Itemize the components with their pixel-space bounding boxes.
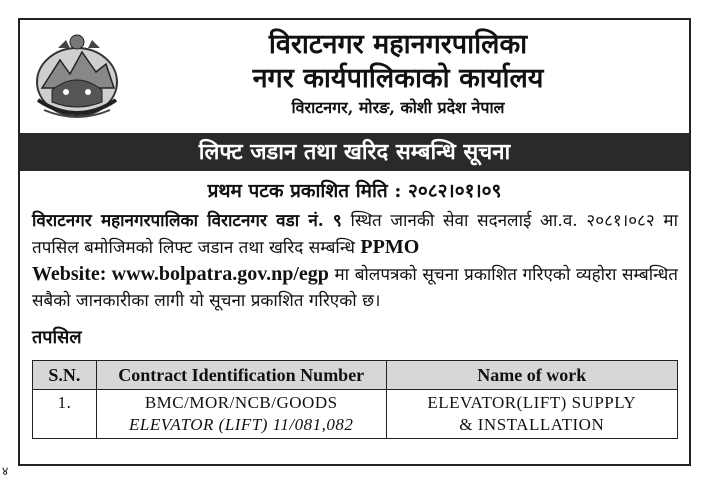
corner-mark: ४ <box>2 464 9 478</box>
body-part1: स्थित जानकी सेवा सदनलाई आ.व. २०८१।०८२ मा तपसिल बमोजिमको लिफ्ट जडान तथा खरिद सम्बन्धि <box>32 211 678 258</box>
work-line1: ELEVATOR(LIFT) SUPPLY <box>427 393 637 412</box>
row-contract-id <box>96 390 386 439</box>
table-header-row <box>33 361 678 390</box>
body-lead: विराटनगर महानगरपालिका विराटनगर वडा नं. ९ <box>32 211 342 231</box>
body-part2: मा बोलपत्रको सूचना प्रकाशित गरिएको व्यहोरा सम्बन्धित सबैको जानकारीका लागी यो सूचना प्रकाशित गरिएको छ। <box>32 265 678 311</box>
header-name-of-work: Name of work <box>386 361 677 390</box>
published-date: प्रथम पटक प्रकाशित मिति : २०८२।०१।०९ <box>207 180 502 202</box>
table-row <box>33 390 678 439</box>
ppmo-label: PPMO <box>360 236 420 258</box>
org-name: विराटनगर महानगरपालिका <box>268 29 528 60</box>
office-name: नगर कार्यपालिकाको कार्यालय <box>252 63 544 94</box>
row-name-of-work <box>386 390 677 439</box>
header-contract-id: Contract Identification Number <box>96 361 386 390</box>
contract-id-line1: BMC/MOR/NCB/GOODS <box>144 393 338 412</box>
office-address: विराटनगर, मोरङ, कोशी प्रदेश नेपाल <box>291 98 505 117</box>
works-table <box>32 360 678 439</box>
notice-title: लिफ्ट जडान तथा खरिद सम्बन्धि सूचना <box>20 133 689 171</box>
contract-id-line2: ELEVATOR (LIFT) 11/081,082 <box>129 415 354 434</box>
header-sn: S.N. <box>33 361 97 390</box>
notice-body <box>32 208 678 314</box>
row-sn: 1. <box>33 390 97 439</box>
website-link[interactable]: Website: www.bolpatra.gov.np/egp <box>32 263 329 285</box>
work-line2: & INSTALLATION <box>459 415 605 434</box>
nepal-emblem-icon <box>30 30 124 124</box>
tapasil-label: तपसिल <box>32 327 82 348</box>
